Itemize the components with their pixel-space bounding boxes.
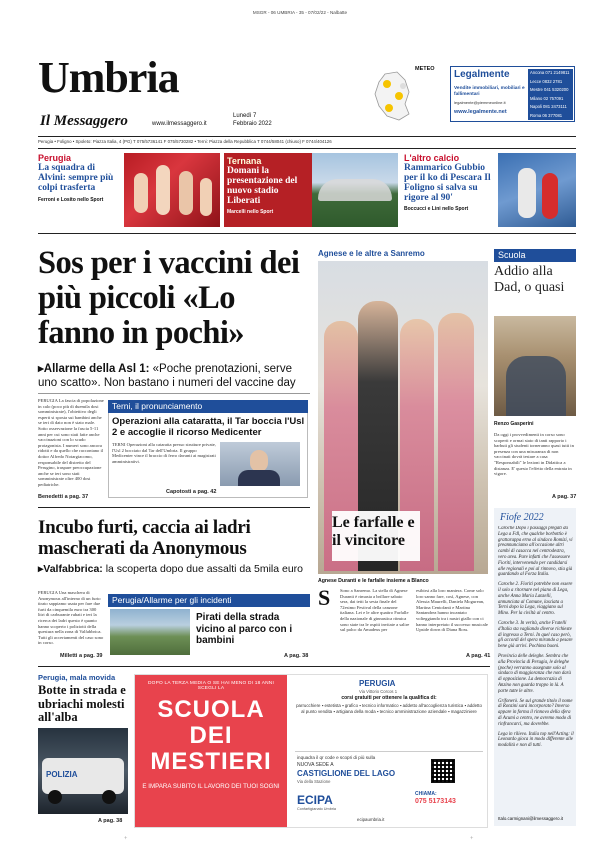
scuola-author: Renzo Gasperini <box>494 421 534 427</box>
column-paragraph: Caroche 2. Fioriti potrebbe non essere il solo a ritornare nel piano di Lega, anche Anna Maria Lanzelli, annunciata al Comune, lasciata a Terni dopo la Lega, viaggiano sul Mino. Per la civiltà al centro. <box>498 582 573 617</box>
ad-web[interactable]: ecipaumbria.it <box>357 817 385 822</box>
column-contact[interactable]: Italo.carmignani@ilmessaggero.it <box>498 816 563 821</box>
ad-city: PERUGIA <box>359 679 396 688</box>
police-car-text: POLIZIA <box>46 770 78 779</box>
umbria-map-icon <box>365 66 425 126</box>
phone-list <box>528 69 573 120</box>
ad-new-site: NUOVA SEDE A <box>297 762 334 768</box>
meteo-label: METEO <box>415 66 435 72</box>
phone-row: Roma 06 377081 <box>530 112 563 118</box>
scuola-signature: A pag. 37 <box>552 494 577 500</box>
ad-scuola-mestieri[interactable] <box>134 674 488 828</box>
legalmente-phones <box>528 69 573 120</box>
column-paragraph: Grifonerò. Se sul grande titolo il nome di Ronzini sarà incorporato? Inverso appare in forma il rinnovo della sfera di Acumi a centro, ne avremo modo di rinfrancarci, ma dovrebbe. <box>498 698 573 727</box>
teaser-kicker: Perugia <box>38 153 72 163</box>
football-photo-perugia <box>124 153 220 227</box>
ad-course-intro: corsi gratuiti per ottenere la qualifica di: <box>341 695 437 701</box>
park-photo <box>110 609 190 655</box>
ad-top-line: DOPO LA TERZA MEDIA O SE HAI MENO DI 18 ANNI SCEGLI LA <box>148 681 274 691</box>
incidenti-signature: A pag. 38 <box>284 653 309 659</box>
incidenti-headline[interactable]: Pirati della strada vicino al parco con i bambini <box>196 612 293 646</box>
qr-code-icon[interactable] <box>431 759 455 783</box>
main-subhead <box>38 362 310 390</box>
ad-new-site-city: CASTIGLIONE DEL LAGO <box>297 769 396 778</box>
legalmente-url[interactable]: www.legalmente.net <box>454 109 507 115</box>
phone-row: Milano 02 757091 <box>530 95 564 101</box>
subhead-text: «Poche prenotazioni, serve uno scatto». Non bastano i numeri del vaccine day <box>38 363 296 389</box>
sanremo-kicker: Agnese e le altre a Sanremo <box>318 249 425 258</box>
stadium-photo <box>312 153 398 227</box>
teaser-headline: Domani la presentazione del nuovo stadio Liberati <box>227 166 298 206</box>
teaser-byline: Boccucci e Lini nello Sport <box>404 206 469 212</box>
anonymous-headline[interactable]: Incubo furti, caccia ai ladri mascherati da Anonymous <box>38 517 251 559</box>
teaser-headline: Rammarico Gubbio per il ko di Pescara Il Foligno si salva su rigore al 90' <box>404 163 491 203</box>
scuola-label: Scuola <box>494 249 576 262</box>
ad-phone[interactable]: 075 5173143 <box>415 798 456 805</box>
phone-row: Mestre 041 5320200 <box>530 87 569 92</box>
column-paragraph: Caroche 3. In verità, anche Fratelli d'Italia sta vagliando diverse richieste di ingresso a Terni. In quel caso però, gli accordi del spera mirando a pesare bene già arrivi. Pochima buoni. <box>498 620 573 650</box>
sanremo-body-col1: Sono a Sanremo. La stella di Agnese Duranti è rimasta a brillare sabato sera, dai tetti la sesta finale del 72esimo Festival della canzone italiana. Lei e le altre quattro Farfalle della nazionale di ginnastica ritmica sono state tra le ospiti invitate a salire sul palco da Amadeus per <box>340 588 410 633</box>
terni-signature: Capotosti a pag. 42 <box>166 489 217 495</box>
ad-tagline: E IMPARA SUBITO IL LAVORO DEI TUOI SOGNI <box>142 783 280 790</box>
ad-courses: parrucchiere ▪ estetista ▪ grafico ▪ tecnico informatico ▪ addetto all'accoglienza turistica ▪ addetto al punto vendita ▪ artigiana della moda ▪ tecnico amministrazione aziendale ▪ magazziniere <box>296 703 482 714</box>
teaser-kicker: L'altro calcio <box>404 153 460 163</box>
teaser-altro-calcio[interactable] <box>404 153 496 227</box>
crop-mark-icon: + <box>470 836 474 842</box>
ad-title-line: MESTIERI <box>150 748 272 775</box>
ad-logo: ECIPA <box>297 793 333 807</box>
ad-title <box>135 697 287 775</box>
column-paragraph: Lega in rilievo. Italia top nell'Acting: il Leonardo gioca in modo differente alle modalità e non di tutti. <box>498 731 574 749</box>
teaser-headline: La squadra di Alvini: sempre più colpi trasferta <box>38 163 114 193</box>
anonymous-body: PERUGIA Una maschera di Anonymous all'interno di un furto tirato sappiamo usata per fare due furti da cinquemila euro tra 300 litri di carburante rubati e ieri la ricerca dei ladri questo è quanto hanno scoperto i poliziotti della questura nella zona di Valfabbrica. Tutti gli accertamenti del caso sono in corso. <box>38 590 104 646</box>
teaser-perugia[interactable] <box>38 153 118 227</box>
teaser-kicker: Ternana <box>227 156 262 166</box>
page-header-line: MSGR - 06 UMBRIA - 35 - 07/02/22 - Nalbatte <box>252 10 348 15</box>
legalmente-ad[interactable] <box>450 66 575 122</box>
subhead-lead: ▸Allarme della Asl 1: <box>38 363 150 375</box>
legalmente-tagline: Vendite immobiliari, mobiliari e fallimentari <box>454 86 525 97</box>
paper-logo: Il Messaggero <box>40 113 128 129</box>
ad-logo-sub: Confartigianato Umbria <box>297 807 337 811</box>
scuola-headline[interactable]: Addio alla Dad, o quasi <box>494 264 565 295</box>
ad-red-panel <box>135 675 287 827</box>
teaser-byline: Ferroni e Losito nello Sport <box>38 197 104 203</box>
subhead-lead: ▸Valfabbrica: <box>38 563 103 575</box>
column-paragraph: Provincia delle deleghe. Sembra che alla Provincia di Perugia, le deleghe (poche) verranno assegnate solo al sindaco di maggioranza che non darà di opposizione. La democrazia di Anzino non guarda troppo in là. A parte tutte le altre. <box>498 653 571 694</box>
terni-label: Terni, il pronunciamento <box>108 400 308 413</box>
sanremo-signature: A pag. 41 <box>466 653 491 659</box>
main-headline[interactable]: Sos per i vaccini dei più piccoli «Lo fanno in pochi» <box>38 245 300 351</box>
column-paragraph: Caroche Dopo i passaggi pregati da Lega a Fdl, che qualche borbottio è grattarappa erno al sindaco Romizi, vi preannunciamo all'occasione altri cambi di casacca nel centrodestra, vero area. Pare infatti che l'assessore Fioriti, intervenendo per candidarsi alle regionali e poi al rinnovo, stia già guardando al Forza Italia. <box>498 526 573 578</box>
contacts-line: Perugia • Foligno • Spoleto: Piazza Italia, 4 (PG) T 075/5736141 F 075/5730282 • Terni: Piazza della Repubblica T 0744/58041 (chiuso) F 0744/404126 <box>38 139 332 144</box>
dropcap: S <box>318 585 331 610</box>
football-photo-gubbio <box>498 153 576 227</box>
incidenti-label: Perugia/Allarme per gli incidenti <box>108 594 310 607</box>
teaser-byline: Marcelli nello Sport <box>227 209 274 215</box>
ad-title-line: SCUOLA <box>157 696 265 723</box>
column-title: Fiofe 2022 <box>500 512 544 523</box>
notte-kicker: Perugia, mala movida <box>38 673 116 682</box>
crop-mark-icon: + <box>124 836 128 842</box>
phone-row: Ancona 071 2149811 <box>530 70 570 75</box>
terni-body: TERNI Operazioni alla cataratta presso strutture private, l'Usl 2 bocciato dal Tar dell'Umbria. Il gruppo Medicenter vince il braccio di ferro davanti ai magistrati amministrativi. <box>112 442 216 464</box>
anonymous-subhead <box>38 563 310 575</box>
date-day: Lunedì 7 <box>233 113 257 119</box>
ad-city-address: Via Vittorio Corcos 1 <box>359 689 398 694</box>
main-body: PERUGIA La fascia di popolazione in calo (poco più di duemila dosi somministrate), l'obiettivo degli esperti si sposta sui bambini anche se ieri di dato non è stato male. Sotto osservazione la fascia 5-11 anni per cui sono stati fatte anche vaccinazioni con lo scudo protagonista. I numeri sono ancora ridotti e da quello che raccontano il dottor Alfredo Notargiacomo, responsabile del distretto del Perugino, traspare preoccupazione anche se ieri sono stati somministrate oltre 400 dosi pediatriche. <box>38 398 104 487</box>
anonymous-signature: Milletti a pag. 39 <box>60 653 103 659</box>
notte-signature: A pag. 38 <box>98 818 123 824</box>
sanremo-caption: Agnese Duranti e le farfalle insieme a Blanco <box>318 578 429 584</box>
meteo-map <box>365 66 425 126</box>
main-signature: Benedetti a pag. 37 <box>38 494 89 500</box>
notte-headline[interactable]: Botte in strada e ubriachi molesti all'alba <box>38 683 126 724</box>
phone-row: Lecce 0832 2781 <box>530 78 563 84</box>
subhead-text: la scoperta dopo due assalti da 5mila euro <box>105 563 304 575</box>
legalmente-brand: Legalmente <box>454 69 526 83</box>
scuola-body: Da oggi i provvedimenti in corso sono scoperti e ormai stato di tanti rapporto i barbuti gli studenti torneranno quasi tutti in presenza con una misuranza di non vaccinati dovrà testare a casa "Responsabili" le lezioni in Didattica a distanza. E' questo l'effetto della entrata in vigore. <box>494 432 574 477</box>
sanremo-headline[interactable]: Le farfalle e il vincitore <box>332 514 415 549</box>
column-text <box>498 526 574 812</box>
ad-new-site-address: Via della Stazione <box>297 779 331 784</box>
teaser-ternana[interactable] <box>224 153 312 227</box>
legalmente-email: legalmente@piemmeonline.it <box>454 100 506 105</box>
site-url[interactable]: www.ilmessaggero.it <box>152 121 207 127</box>
masthead-title: Umbria <box>38 53 179 102</box>
ad-call-label: CHIAMA: <box>415 791 437 797</box>
date-month: Febbraio 2022 <box>233 121 272 127</box>
school-photo <box>494 316 576 416</box>
ad-new-site-intro: inquadra il qr code e scopri di più sulla <box>297 755 376 760</box>
police-car-photo <box>38 728 128 814</box>
sanremo-body-col2: esibirsi alla loro maniera. Come solo loro sanno fare, così, Agnese, con Alessia Maurelli, Daniela Mogurean, Martina Centofanti e Martina Santandrea hanno incantato volteggiando tra i nastri giallo con ci hanno interpretato il successo musicale Upside down di Diana Ross. <box>416 588 488 633</box>
portrait-photo <box>220 442 300 486</box>
date-box <box>233 112 272 128</box>
terni-headline: Operazioni alla cataratta, il Tar boccia l'Usl 2 e accoglie il ricorso Medicenter <box>112 416 305 438</box>
phone-row: Napoli 081 2473111 <box>530 104 567 109</box>
ad-title-line: DEI <box>189 722 233 749</box>
